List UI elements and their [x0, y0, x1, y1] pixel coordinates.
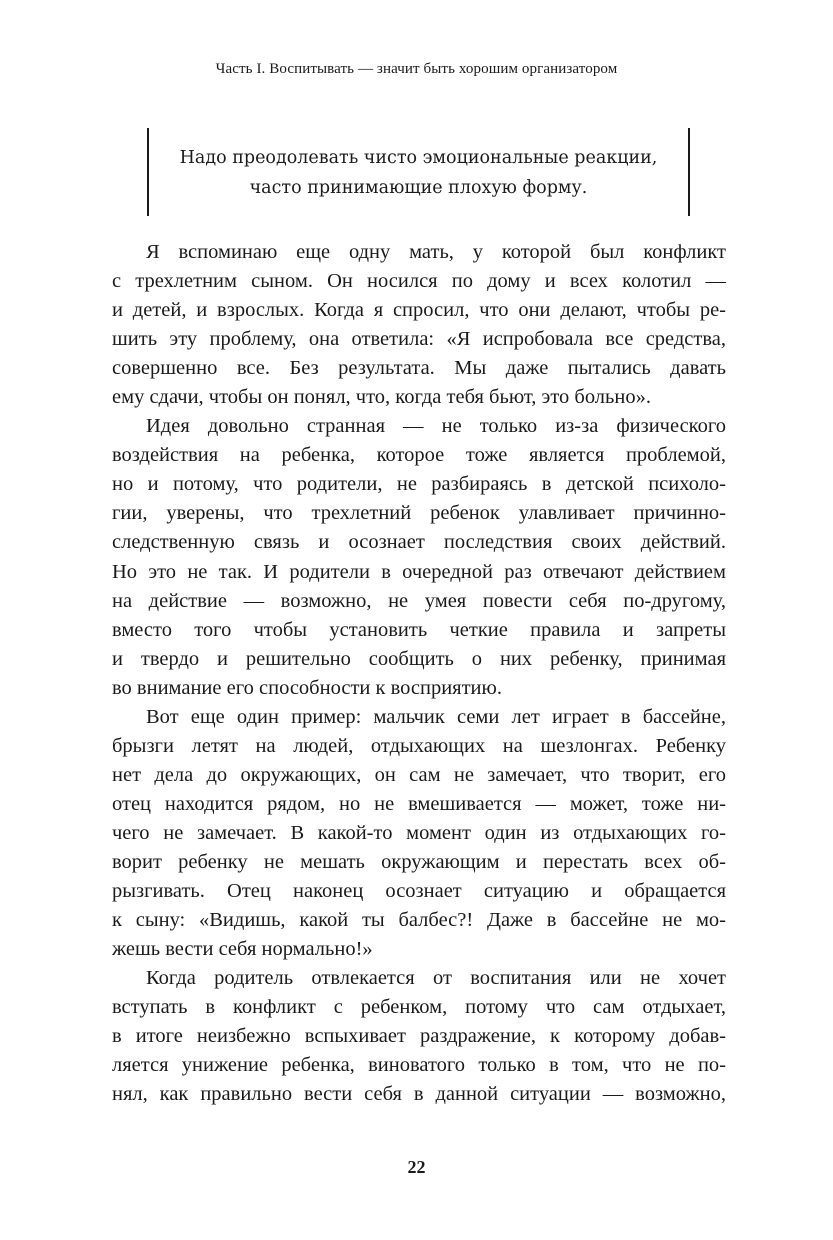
- paragraph-1-line: ему сдачи, чтобы он понял, что, когда тебя бьют, это больно».: [112, 386, 651, 409]
- paragraph-2-line: Но это не так. И родители в очередной раз отвечают действием: [112, 560, 726, 583]
- paragraph-4-line: нял, как правильно вести себя в данной ситуации — возможно,: [112, 1083, 726, 1106]
- paragraph-3-line: чего не замечает. В какой-то момент один из отдыхающих го-: [112, 821, 726, 844]
- paragraph-3-line: к сыну: «Видишь, какой ты балбес?! Даже в бассейне не мо-: [112, 909, 726, 932]
- paragraph-2-line: и твердо и решительно сообщить о них ребенку, принимая: [112, 647, 726, 670]
- pull-quote-right-rule: [688, 128, 690, 216]
- pull-quote-line: часто принимающие плохую форму.: [249, 178, 588, 198]
- pull-quote-text: [161, 143, 676, 203]
- paragraph-3-line: брызги летят на людей, отдыхающих на шезлонгах. Ребенку: [112, 734, 726, 757]
- paragraph-4-line: ляется унижение ребенка, виноватого только в том, что не по-: [112, 1054, 726, 1077]
- paragraph-1-line: с трехлетним сыном. Он носился по дому и всех колотил —: [112, 270, 726, 293]
- running-header: Часть I. Воспитывать — значит быть хорошим организатором: [215, 61, 618, 77]
- pull-quote-line: Надо преодолевать чисто эмоциональные реакции,: [179, 148, 658, 168]
- paragraph-1-line: Я вспоминаю еще одну мать, у которой был конфликт: [146, 241, 726, 263]
- paragraph-4-line: в итоге неизбежно вспыхивает раздражение, к которому добав-: [112, 1025, 726, 1048]
- paragraph-2-line: вместо того чтобы установить четкие правила и запреты: [112, 618, 726, 641]
- body-text: [112, 238, 726, 1109]
- paragraph-3-line: нет дела до окружающих, он сам не замечает, что творит, его: [112, 763, 726, 786]
- paragraph-2-line: но и потому, что родители, не разбираясь в детской психоло-: [112, 473, 726, 496]
- paragraph-3-line: Вот еще один пример: мальчик семи лет играет в бассейне,: [146, 705, 726, 728]
- paragraph-3-line: отец находится рядом, но не вмешивается — может, тоже ни-: [112, 792, 726, 815]
- page-number: 22: [407, 1157, 426, 1177]
- paragraph-2-line: Идея довольно странная — не только из-за физического: [146, 415, 726, 438]
- paragraph-2-line: на действие — возможно, не умея повести себя по-другому,: [112, 589, 726, 612]
- paragraph-1-line: шить эту проблему, она ответила: «Я испробовала все средства,: [112, 328, 726, 351]
- paragraph-1-line: и детей, и взрослых. Когда я спросил, что они делают, чтобы ре-: [112, 299, 726, 322]
- paragraph-4-line: вступать в конфликт с ребенком, потому что сам отдыхает,: [112, 996, 726, 1019]
- paragraph-3-line: жешь вести себя нормально!»: [112, 938, 373, 961]
- paragraph-3-line: ворит ребенку не мешать окружающим и перестать всех об-: [112, 850, 726, 873]
- paragraph-3-line: рызгивать. Отец наконец осознает ситуацию и обращается: [112, 880, 726, 903]
- paragraph-1-line: совершенно все. Без результата. Мы даже пытались давать: [112, 357, 726, 380]
- paragraph-2-line: во внимание его способности к восприятию.: [112, 676, 502, 699]
- paragraph-2-line: следственную связь и осознает последствия своих действий.: [112, 531, 726, 554]
- paragraph-2-line: гии, уверены, что трехлетний ребенок улавливает причинно-: [112, 502, 726, 525]
- pull-quote-left-rule: [147, 128, 149, 216]
- paragraph-4-line: Когда родитель отвлекается от воспитания или не хочет: [146, 967, 726, 990]
- pull-quote: [147, 128, 690, 214]
- paragraph-2-line: воздействия на ребенка, которое тоже является проблемой,: [112, 444, 726, 467]
